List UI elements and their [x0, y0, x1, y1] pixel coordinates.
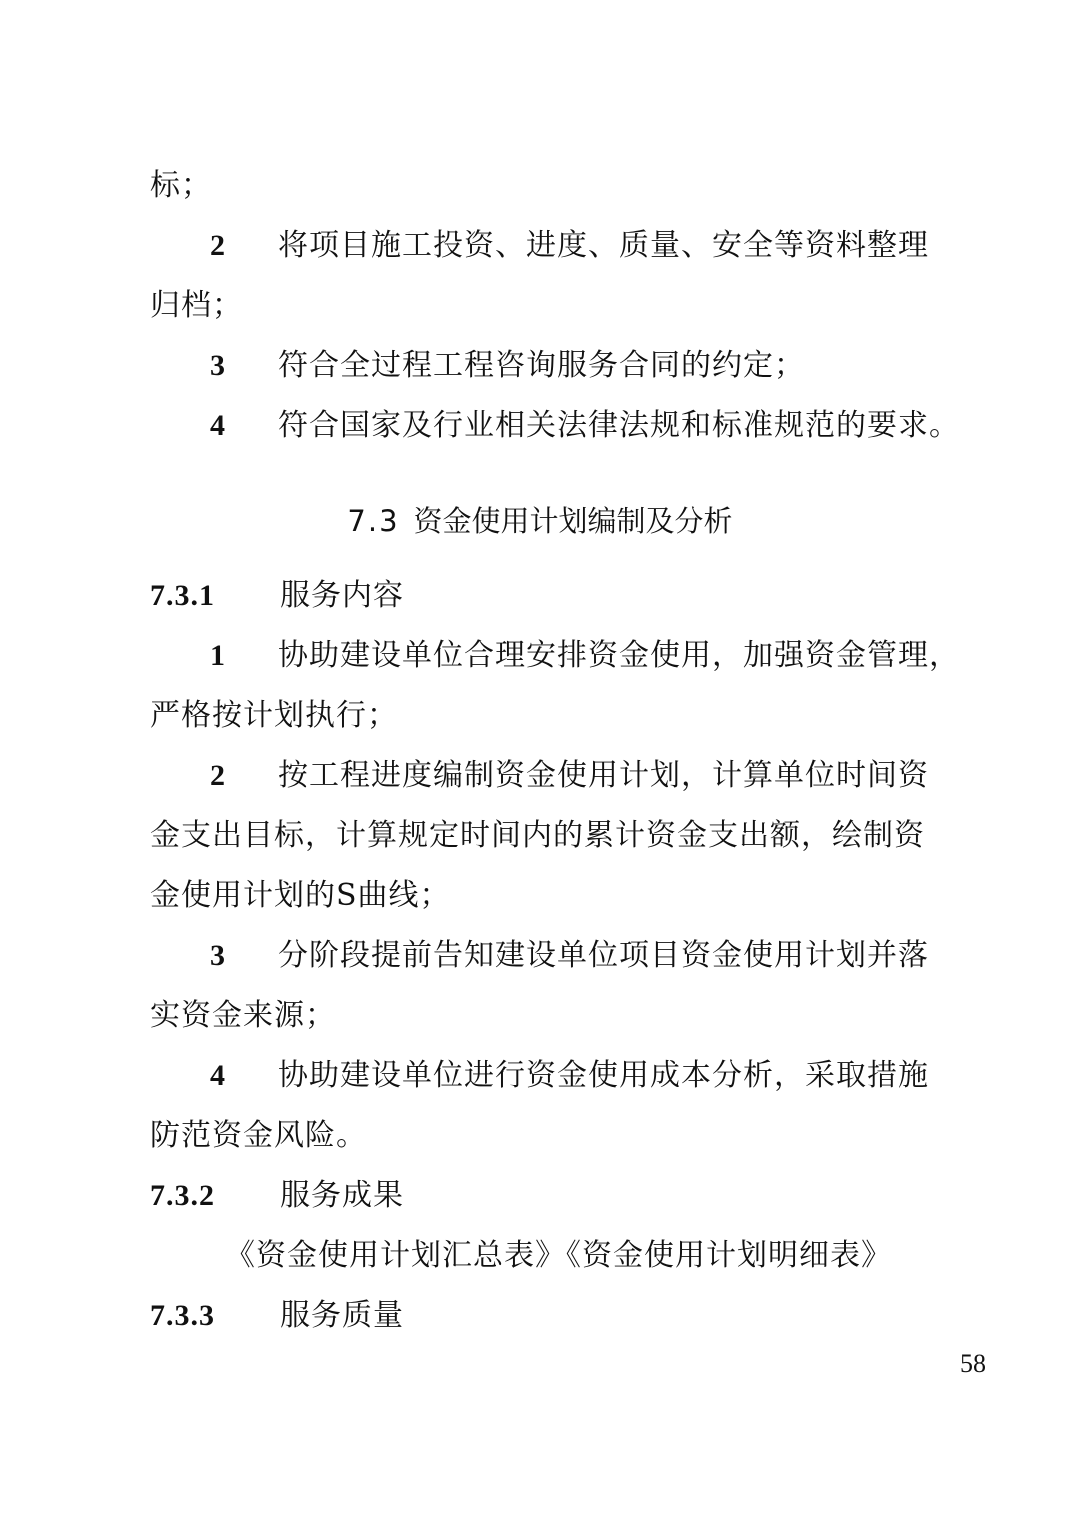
list-item-number: 1: [210, 639, 226, 672]
list-item: [210, 936, 929, 976]
list-item: [210, 756, 929, 796]
subsection-title: 服务内容: [280, 578, 404, 613]
subsection-heading: [150, 576, 404, 616]
section-title: 资金使用计划编制及分析: [413, 504, 733, 538]
deliverables-text: 《资金使用计划汇总表》《资金使用计划明细表》: [225, 1238, 892, 1273]
list-item-continuation: 严格按计划执行；: [150, 698, 398, 733]
list-item-continuation: 金支出目标，计算规定时间内的累计资金支出额，绘制资: [150, 818, 925, 853]
page-number: 58: [960, 1349, 986, 1378]
paragraph-tail: 标；: [150, 168, 212, 203]
subsection-title: 服务成果: [280, 1178, 404, 1213]
list-item-text: 将项目施工投资、进度、质量、安全等资料整理: [278, 228, 929, 263]
section-number: 7.3: [347, 504, 400, 538]
list-item-number: 3: [210, 939, 226, 972]
list-item-text: 协助建设单位合理安排资金使用，加强资金管理，: [278, 638, 960, 673]
subsection-number: 7.3.3: [150, 1299, 215, 1332]
subsection-number: 7.3.2: [150, 1179, 215, 1212]
subsection-heading: [150, 1296, 404, 1336]
list-item-number: 2: [210, 229, 226, 262]
subsection-title: 服务质量: [280, 1298, 404, 1333]
list-item-text: 协助建设单位进行资金使用成本分析，采取措施: [278, 1058, 929, 1093]
section-heading: [0, 501, 1080, 541]
list-item-number: 4: [210, 409, 226, 442]
list-item-number: 2: [210, 759, 226, 792]
list-item-continuation: 金使用计划的S曲线；: [150, 878, 451, 913]
list-item: [210, 406, 960, 446]
list-item-text: 符合国家及行业相关法律法规和标准规范的要求。: [278, 408, 960, 443]
list-item-text: 按工程进度编制资金使用计划，计算单位时间资: [278, 758, 929, 793]
list-item-number: 4: [210, 1059, 226, 1092]
subsection-number: 7.3.1: [150, 579, 215, 612]
subsection-heading: [150, 1176, 404, 1216]
list-item-number: 3: [210, 349, 226, 382]
list-item: [210, 1056, 929, 1096]
list-item: [210, 346, 805, 386]
list-item: [210, 636, 960, 676]
list-item-continuation: 防范资金风险。: [150, 1118, 367, 1153]
list-item-continuation: 实资金来源；: [150, 998, 336, 1033]
list-item-continuation: 归档；: [150, 288, 243, 323]
list-item: [210, 226, 929, 266]
list-item-text: 符合全过程工程咨询服务合同的约定；: [278, 348, 805, 383]
list-item-text: 分阶段提前告知建设单位项目资金使用计划并落: [278, 938, 929, 973]
